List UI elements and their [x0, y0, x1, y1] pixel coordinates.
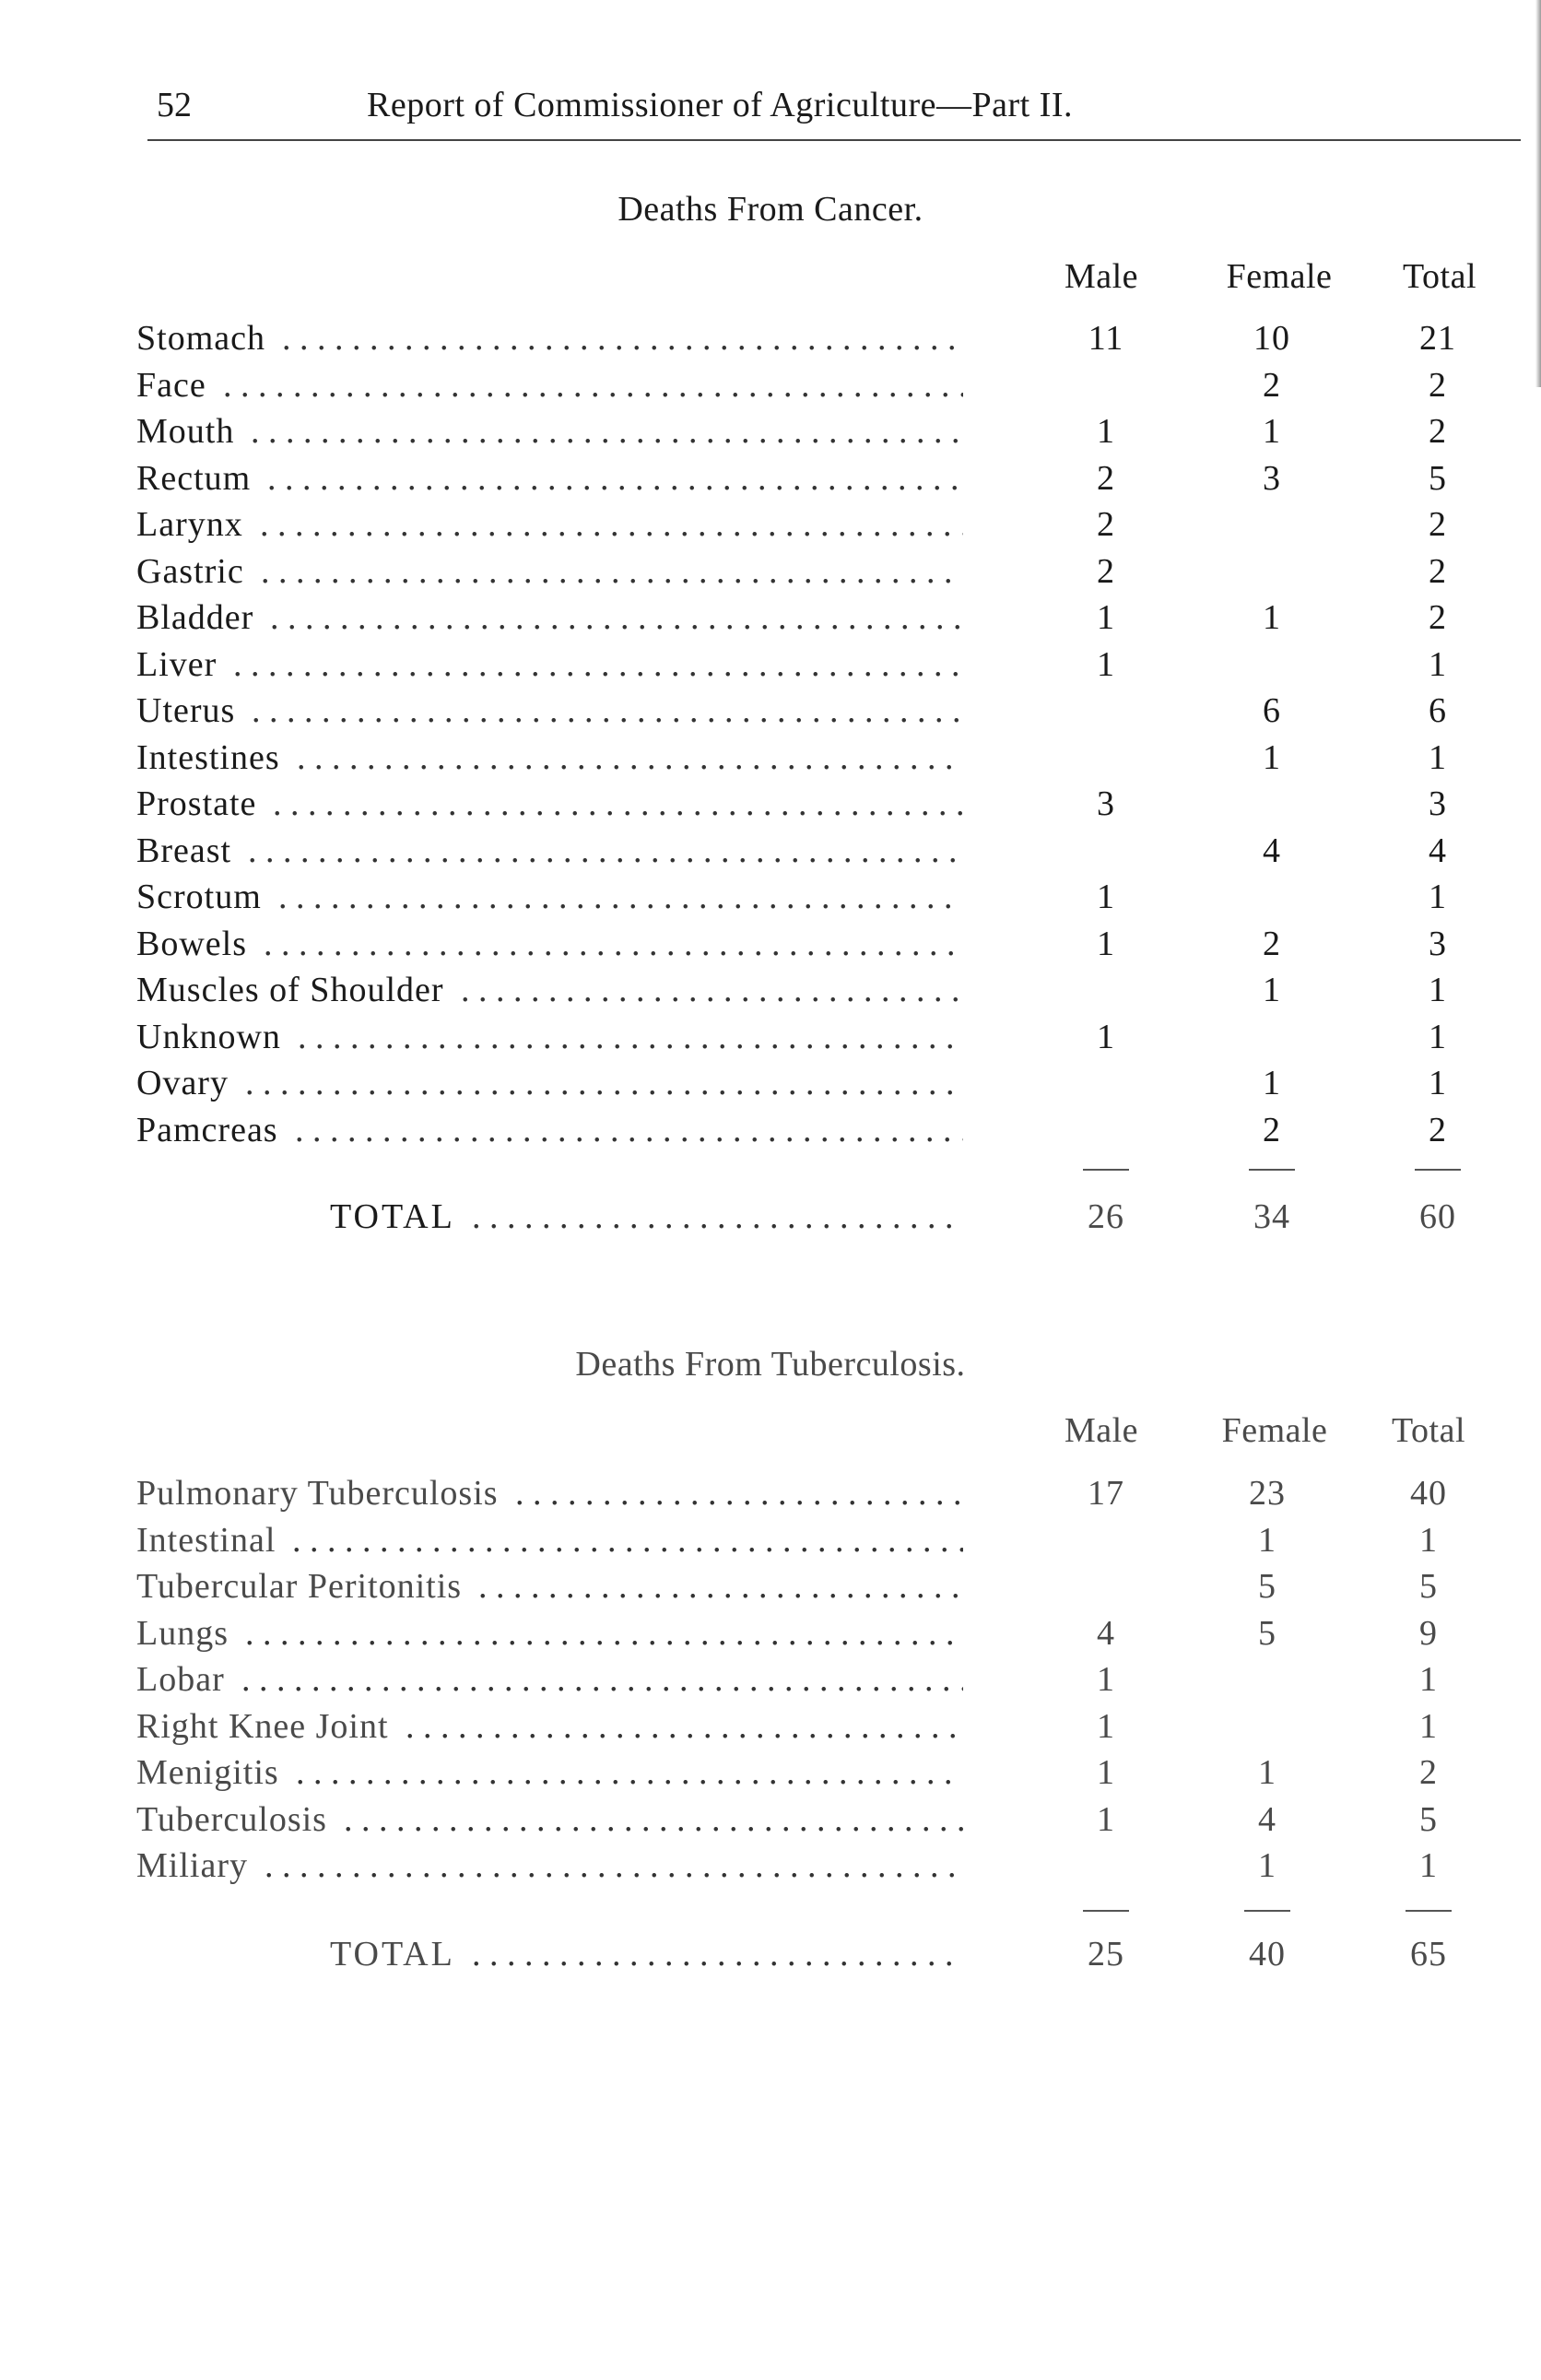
dot-leader — [233, 644, 963, 685]
tuberculosis-cell-total: 1 — [1419, 1846, 1438, 1885]
cancer-row — [0, 1017, 1541, 1063]
cancer-cell-male: 1 — [1097, 1017, 1115, 1056]
tuberculosis-cell-female: 1 — [1258, 1846, 1276, 1885]
dot-leader — [515, 1473, 963, 1514]
dot-leader — [223, 365, 963, 406]
cancer-cell-female: 1 — [1263, 737, 1281, 777]
tuberculosis-cell-female: 1 — [1258, 1753, 1276, 1792]
dot-leader — [297, 737, 963, 778]
tuberculosis-cell-male: 1 — [1097, 1799, 1115, 1839]
tuberculosis-male-header: Male — [1064, 1411, 1139, 1450]
cancer-row — [0, 784, 1541, 830]
cancer-cell-total: 3 — [1429, 924, 1447, 963]
cancer-female-sum-rule — [1249, 1169, 1295, 1171]
cancer-table-title: Deaths From Cancer. — [618, 190, 923, 229]
cancer-cell-male: 2 — [1097, 505, 1115, 544]
tuberculosis-row — [0, 1520, 1541, 1566]
dot-leader — [252, 690, 963, 731]
tuberculosis-row-label: Intestinal — [136, 1520, 276, 1560]
tuberculosis-row — [0, 1706, 1541, 1752]
cancer-row-label: Larynx — [136, 505, 243, 544]
dot-leader — [298, 1017, 963, 1057]
dot-leader — [270, 597, 963, 638]
header-rule — [147, 139, 1521, 141]
tuberculosis-row-label: Tuberculosis — [136, 1799, 327, 1839]
tuberculosis-total-male: 25 — [1088, 1935, 1124, 1974]
cancer-row — [0, 318, 1541, 364]
dot-leader — [260, 504, 963, 545]
tuberculosis-cell-total: 5 — [1419, 1567, 1438, 1606]
running-title: Report of Commissioner of Agriculture—Part II. — [367, 86, 1073, 124]
tuberculosis-row — [0, 1566, 1541, 1612]
dot-leader — [472, 1934, 963, 1974]
cancer-cell-female: 6 — [1263, 691, 1281, 730]
dot-leader — [251, 411, 963, 452]
cancer-row — [0, 831, 1541, 877]
cancer-row — [0, 458, 1541, 504]
cancer-row-label: Uterus — [136, 691, 236, 730]
dot-leader — [273, 784, 963, 824]
cancer-row-label: Breast — [136, 831, 232, 870]
page-number: 52 — [157, 86, 192, 124]
dot-leader — [278, 877, 963, 917]
cancer-cell-total: 2 — [1429, 412, 1447, 451]
tuberculosis-row — [0, 1473, 1541, 1519]
cancer-row — [0, 1063, 1541, 1109]
cancer-total-female: 34 — [1253, 1197, 1290, 1236]
tuberculosis-row — [0, 1613, 1541, 1659]
cancer-row-label: Mouth — [136, 412, 235, 451]
tuberculosis-cell-male: 17 — [1088, 1474, 1124, 1513]
tuberculosis-row-label: Miliary — [136, 1846, 248, 1885]
cancer-cell-total: 1 — [1429, 644, 1447, 684]
tuberculosis-cell-total: 1 — [1419, 1660, 1438, 1699]
tuberculosis-row-label: Right Knee Joint — [136, 1706, 389, 1746]
tuberculosis-row-label: Lobar — [136, 1660, 225, 1699]
cancer-cell-male: 1 — [1097, 598, 1115, 637]
cancer-cell-female: 2 — [1263, 1110, 1281, 1149]
tuberculosis-cell-male: 1 — [1097, 1753, 1115, 1792]
tuberculosis-cell-total: 5 — [1419, 1799, 1438, 1839]
tuberculosis-cell-total: 40 — [1410, 1474, 1447, 1513]
tuberculosis-cell-female: 23 — [1249, 1474, 1286, 1513]
cancer-row — [0, 737, 1541, 784]
dot-leader — [264, 924, 963, 964]
tuberculosis-cell-total: 2 — [1419, 1753, 1438, 1792]
cancer-cell-total: 2 — [1429, 365, 1447, 405]
tuberculosis-row-label: Menigitis — [136, 1753, 279, 1792]
tuberculosis-total-header: Total — [1391, 1411, 1466, 1450]
cancer-row-label: Rectum — [136, 458, 252, 498]
cancer-cell-total: 5 — [1429, 458, 1447, 498]
dot-leader — [461, 970, 963, 1010]
tuberculosis-cell-male: 4 — [1097, 1613, 1115, 1653]
cancer-cell-female: 2 — [1263, 365, 1281, 405]
tuberculosis-male-sum-rule — [1083, 1910, 1129, 1912]
cancer-cell-total: 3 — [1429, 784, 1447, 823]
tuberculosis-cell-total: 1 — [1419, 1706, 1438, 1746]
tuberculosis-total-label: TOTAL — [330, 1935, 455, 1974]
cancer-cell-total: 4 — [1429, 831, 1447, 870]
cancer-cell-female: 4 — [1263, 831, 1281, 870]
tuberculosis-row-label: Pulmonary Tuberculosis — [136, 1474, 499, 1513]
cancer-row-label: Unknown — [136, 1017, 281, 1056]
cancer-row — [0, 970, 1541, 1016]
cancer-row-label: Face — [136, 365, 206, 405]
page-header — [0, 85, 1541, 140]
cancer-cell-total: 1 — [1429, 878, 1447, 916]
cancer-female-header: Female — [1226, 257, 1333, 296]
cancer-cell-male: 11 — [1088, 319, 1124, 358]
cancer-cell-female: 3 — [1263, 458, 1281, 498]
tuberculosis-table-title: Deaths From Tuberculosis. — [575, 1345, 966, 1384]
cancer-row — [0, 690, 1541, 736]
cancer-row — [0, 365, 1541, 411]
cancer-cell-total: 1 — [1429, 737, 1447, 777]
cancer-cell-female: 1 — [1263, 971, 1281, 1009]
cancer-cell-male: 3 — [1097, 784, 1115, 823]
tuberculosis-row — [0, 1799, 1541, 1845]
cancer-cell-male: 1 — [1097, 924, 1115, 963]
cancer-cell-male: 2 — [1097, 551, 1115, 591]
tuberculosis-total-row — [0, 1934, 1541, 1980]
cancer-cell-total: 1 — [1429, 1064, 1447, 1102]
cancer-total-row — [0, 1196, 1541, 1243]
dot-leader — [478, 1566, 963, 1607]
cancer-row — [0, 924, 1541, 970]
dot-leader — [267, 458, 963, 499]
cancer-row-label: Liver — [136, 644, 218, 684]
cancer-cell-female: 1 — [1263, 1064, 1281, 1102]
dot-leader — [295, 1110, 963, 1150]
cancer-cell-female: 1 — [1263, 412, 1281, 451]
tuberculosis-total-sum-rule — [1406, 1910, 1452, 1912]
cancer-row — [0, 411, 1541, 457]
tuberculosis-female-sum-rule — [1244, 1910, 1290, 1912]
cancer-row — [0, 597, 1541, 643]
tuberculosis-cell-total: 1 — [1419, 1520, 1438, 1560]
cancer-total-label: TOTAL — [330, 1197, 455, 1236]
cancer-total-header: Total — [1402, 257, 1477, 296]
cancer-total-male: 26 — [1088, 1197, 1124, 1236]
dot-leader — [248, 831, 963, 871]
tuberculosis-row — [0, 1845, 1541, 1891]
dot-leader — [292, 1520, 963, 1561]
tuberculosis-cell-male: 1 — [1097, 1706, 1115, 1746]
cancer-cell-female: 2 — [1263, 924, 1281, 963]
cancer-cell-total: 2 — [1429, 1110, 1447, 1149]
cancer-male-header: Male — [1064, 257, 1139, 296]
dot-leader — [245, 1063, 963, 1103]
tuberculosis-cell-male: 1 — [1097, 1660, 1115, 1699]
dot-leader — [282, 318, 963, 359]
cancer-row-label: Intestines — [136, 737, 280, 777]
dot-leader — [472, 1196, 963, 1237]
cancer-row — [0, 877, 1541, 923]
dot-leader — [296, 1752, 963, 1793]
tuberculosis-row — [0, 1659, 1541, 1705]
cancer-row-label: Bowels — [136, 924, 247, 963]
cancer-cell-female: 10 — [1253, 319, 1290, 358]
cancer-row-label: Bladder — [136, 598, 254, 637]
cancer-cell-male: 1 — [1097, 644, 1115, 684]
dot-leader — [245, 1613, 963, 1654]
tuberculosis-total-total: 65 — [1410, 1935, 1447, 1974]
tuberculosis-row — [0, 1752, 1541, 1798]
cancer-total-total: 60 — [1419, 1197, 1456, 1236]
tuberculosis-row-label: Tubercular Peritonitis — [136, 1567, 463, 1606]
cancer-row — [0, 551, 1541, 597]
cancer-cell-male: 1 — [1097, 412, 1115, 451]
dot-leader — [261, 551, 963, 592]
cancer-row-label: Gastric — [136, 551, 244, 591]
tuberculosis-cell-female: 5 — [1258, 1613, 1276, 1653]
cancer-cell-total: 2 — [1429, 598, 1447, 637]
cancer-cell-total: 2 — [1429, 551, 1447, 591]
cancer-cell-male: 1 — [1097, 878, 1115, 916]
tuberculosis-cell-female: 4 — [1258, 1799, 1276, 1839]
cancer-male-sum-rule — [1083, 1169, 1129, 1171]
dot-leader — [241, 1659, 963, 1700]
cancer-cell-total: 1 — [1429, 971, 1447, 1009]
tuberculosis-cell-female: 5 — [1258, 1567, 1276, 1606]
cancer-row — [0, 644, 1541, 690]
tuberculosis-row-label: Lungs — [136, 1613, 229, 1653]
cancer-row-label: Prostate — [136, 784, 257, 823]
cancer-row-label: Ovary — [136, 1064, 229, 1102]
cancer-row-label: Muscles of Shoulder — [136, 971, 444, 1009]
cancer-row-label: Stomach — [136, 319, 265, 358]
tuberculosis-total-female: 40 — [1249, 1935, 1286, 1974]
cancer-row-label: Pamcreas — [136, 1110, 278, 1149]
dot-leader — [406, 1706, 963, 1747]
cancer-cell-total: 2 — [1429, 505, 1447, 544]
cancer-row-label: Scrotum — [136, 878, 262, 916]
dot-leader — [344, 1799, 963, 1840]
cancer-row — [0, 504, 1541, 550]
tuberculosis-cell-total: 9 — [1419, 1613, 1438, 1653]
dot-leader — [265, 1845, 963, 1886]
cancer-cell-male: 2 — [1097, 458, 1115, 498]
cancer-total-sum-rule — [1415, 1169, 1461, 1171]
tuberculosis-female-header: Female — [1221, 1411, 1328, 1450]
cancer-cell-total: 21 — [1419, 319, 1456, 358]
tuberculosis-cell-female: 1 — [1258, 1520, 1276, 1560]
cancer-row — [0, 1110, 1541, 1156]
cancer-cell-total: 6 — [1429, 691, 1447, 730]
cancer-cell-female: 1 — [1263, 598, 1281, 637]
cancer-cell-total: 1 — [1429, 1017, 1447, 1056]
